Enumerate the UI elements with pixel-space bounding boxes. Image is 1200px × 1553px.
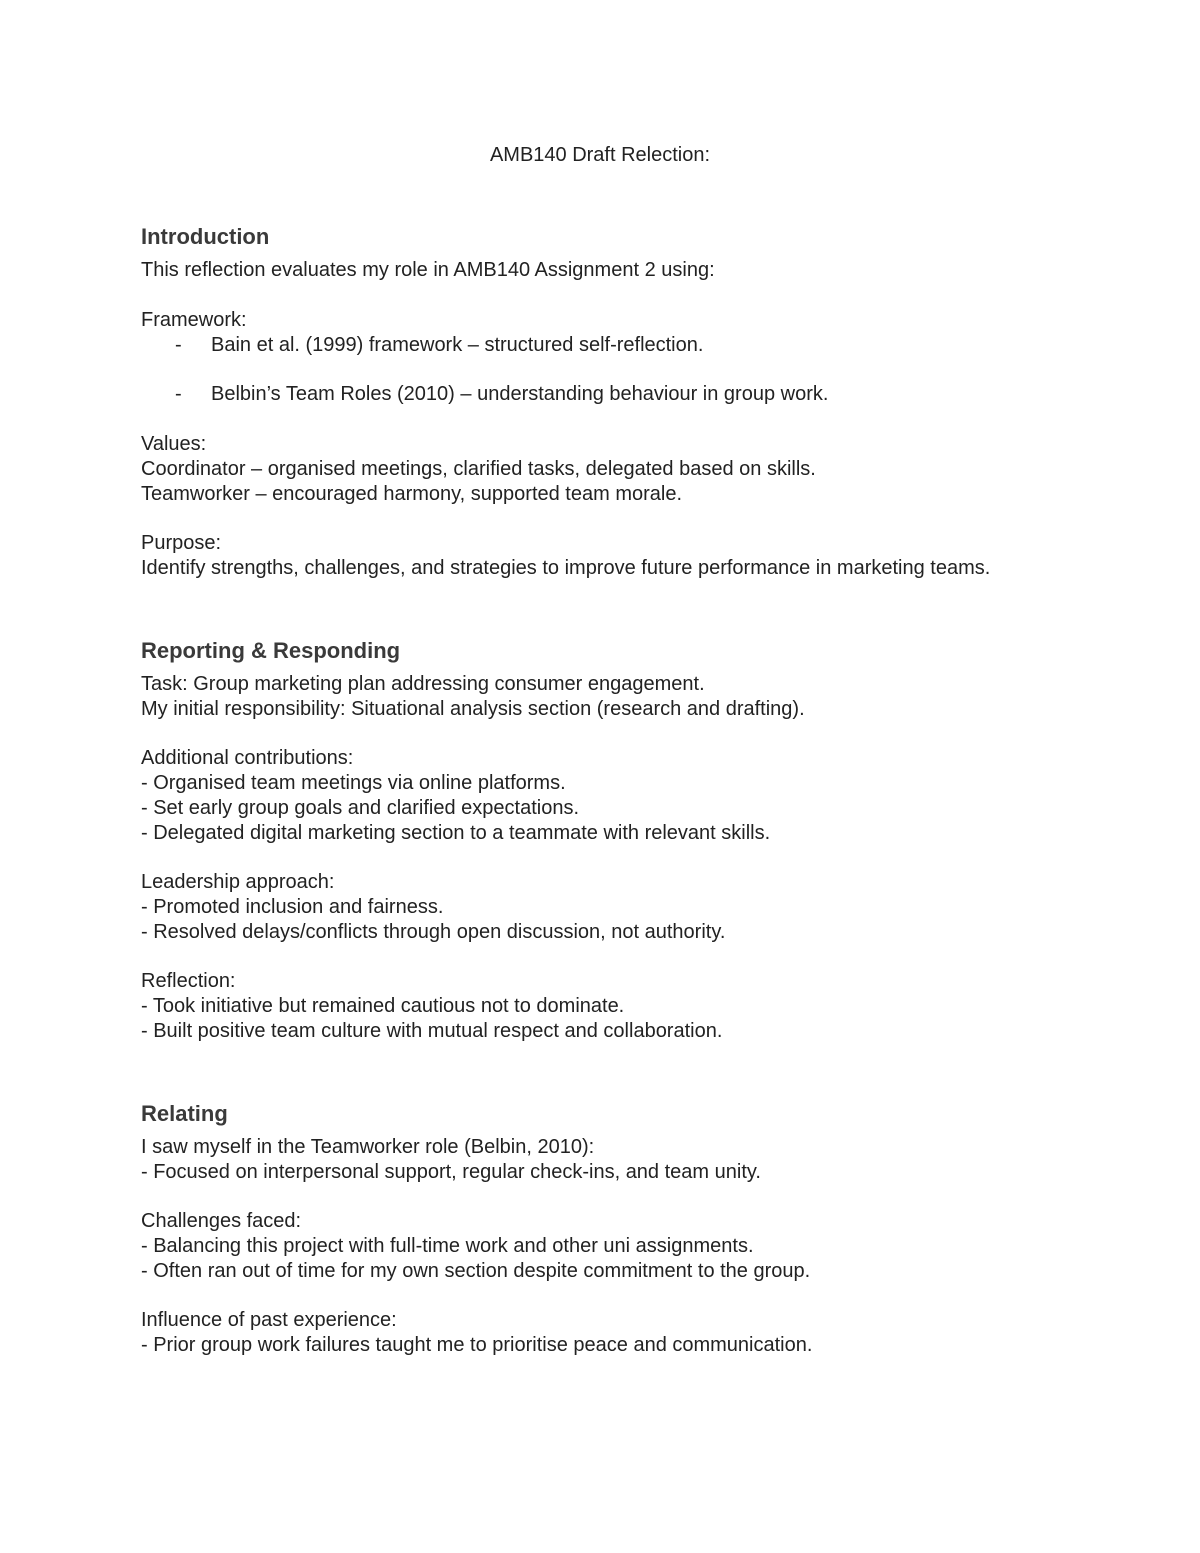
challenge-item: - Balancing this project with full-time work and other uni assignments. [141, 1235, 754, 1257]
values-line: Coordinator – organised meetings, clarified tasks, delegated based on skills. [141, 458, 816, 480]
section-heading-relating: Relating [141, 1101, 228, 1126]
reflection-label: Reflection: [141, 970, 236, 992]
bullet-marker: - [175, 383, 182, 405]
contribution-item: - Organised team meetings via online platforms. [141, 772, 566, 794]
purpose-label: Purpose: [141, 532, 222, 554]
framework-item: Bain et al. (1999) framework – structured self-reflection. [211, 334, 704, 356]
framework-item: Belbin’s Team Roles (2010) – understanding behaviour in group work. [211, 383, 829, 405]
contribution-item: - Delegated digital marketing section to a teammate with relevant skills. [141, 822, 771, 844]
role-detail: - Focused on interpersonal support, regular check-ins, and team unity. [141, 1161, 761, 1183]
contributions-label: Additional contributions: [141, 747, 354, 769]
purpose-line: Identify strengths, challenges, and strategies to improve future performance in marketing teams. [141, 557, 991, 579]
reflection-item: - Built positive team culture with mutual respect and collaboration. [141, 1020, 723, 1042]
influence-label: Influence of past experience: [141, 1309, 397, 1331]
values-label: Values: [141, 433, 207, 455]
task-line: Task: Group marketing plan addressing consumer engagement. [141, 673, 705, 695]
document-title: AMB140 Draft Relection: [489, 144, 711, 166]
section-heading-introduction: Introduction [141, 224, 270, 249]
contribution-item: - Set early group goals and clarified expectations. [141, 797, 580, 819]
reflection-item: - Took initiative but remained cautious not to dominate. [141, 995, 625, 1017]
leadership-item: - Promoted inclusion and fairness. [141, 896, 444, 918]
leadership-label: Leadership approach: [141, 871, 335, 893]
challenges-label: Challenges faced: [141, 1210, 302, 1232]
role-line: I saw myself in the Teamworker role (Belbin, 2010): [141, 1136, 595, 1158]
intro-line: This reflection evaluates my role in AMB140 Assignment 2 using: [141, 259, 715, 281]
framework-label: Framework: [141, 309, 247, 331]
challenge-item: - Often ran out of time for my own section despite commitment to the group. [141, 1260, 811, 1282]
leadership-item: - Resolved delays/conflicts through open discussion, not authority. [141, 921, 726, 943]
section-heading-reporting: Reporting & Responding [141, 638, 401, 663]
influence-item: - Prior group work failures taught me to prioritise peace and communication. [141, 1334, 813, 1356]
bullet-marker: - [175, 334, 182, 356]
responsibility-line: My initial responsibility: Situational analysis section (research and drafting). [141, 698, 805, 720]
values-line: Teamworker – encouraged harmony, supported team morale. [141, 483, 683, 505]
